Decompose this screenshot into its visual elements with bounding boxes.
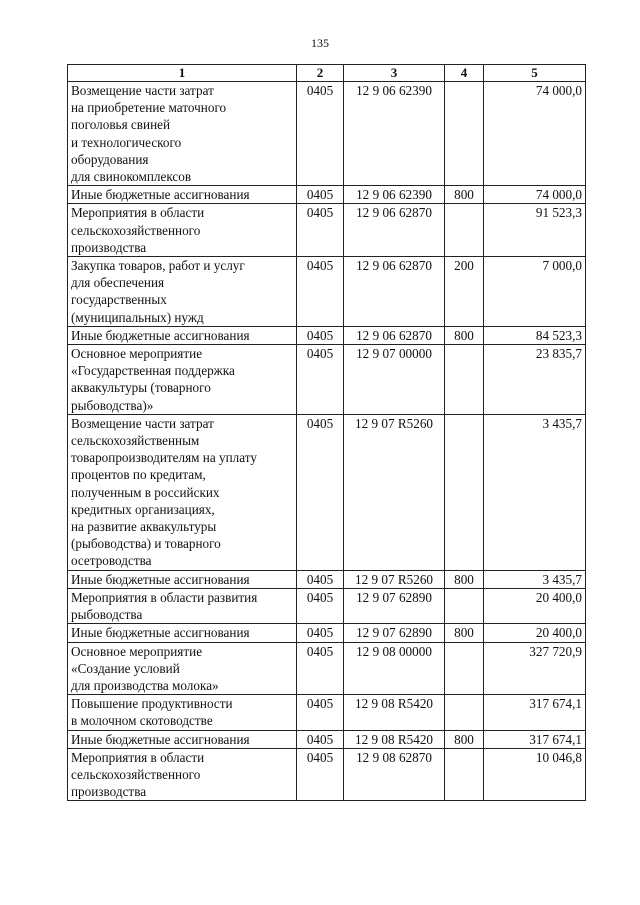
cell-code: 12 9 08 R5420 [344, 695, 445, 730]
table-row [68, 730, 586, 748]
cell-amount: 84 523,3 [484, 326, 586, 344]
cell-name: Мероприятия в области развития рыбоводства [68, 588, 297, 623]
cell-section: 0405 [297, 748, 344, 801]
cell-code: 12 9 07 R5260 [344, 414, 445, 570]
cell-name: Иные бюджетные ассигнования [68, 326, 297, 344]
cell-code: 12 9 07 62890 [344, 588, 445, 623]
cell-name: Иные бюджетные ассигнования [68, 570, 297, 588]
table-row [68, 82, 586, 186]
header-cell-section: 2 [297, 65, 344, 82]
table-body [68, 82, 586, 801]
cell-name: Иные бюджетные ассигнования [68, 624, 297, 642]
cell-code: 12 9 08 62870 [344, 748, 445, 801]
cell-section: 0405 [297, 82, 344, 186]
cell-section: 0405 [297, 326, 344, 344]
cell-amount: 317 674,1 [484, 695, 586, 730]
cell-name: Мероприятия в области сельскохозяйственного производства [68, 748, 297, 801]
page-number: 135 [311, 36, 329, 50]
cell-type [445, 82, 484, 186]
cell-type: 800 [445, 186, 484, 204]
table-row [68, 748, 586, 801]
cell-amount: 74 000,0 [484, 186, 586, 204]
table-row [68, 695, 586, 730]
cell-section: 0405 [297, 186, 344, 204]
cell-code: 12 9 07 00000 [344, 345, 445, 415]
cell-amount: 3 435,7 [484, 414, 586, 570]
cell-code: 12 9 06 62390 [344, 82, 445, 186]
cell-type [445, 588, 484, 623]
cell-name: Иные бюджетные ассигнования [68, 186, 297, 204]
cell-type: 200 [445, 257, 484, 327]
cell-type: 800 [445, 326, 484, 344]
cell-type [445, 345, 484, 415]
header-cell-type: 4 [445, 65, 484, 82]
table-row [68, 204, 586, 257]
cell-section: 0405 [297, 570, 344, 588]
cell-type [445, 748, 484, 801]
cell-type: 800 [445, 730, 484, 748]
header-cell-code: 3 [344, 65, 445, 82]
cell-section: 0405 [297, 588, 344, 623]
cell-section: 0405 [297, 414, 344, 570]
cell-name: Возмещение части затрат на приобретение маточного поголовья свиней и технологического оборудования для свинокомплексов [68, 82, 297, 186]
table-row [68, 588, 586, 623]
table-row [68, 570, 586, 588]
table-row [68, 257, 586, 327]
table-row [68, 624, 586, 642]
cell-amount: 23 835,7 [484, 345, 586, 415]
cell-type [445, 414, 484, 570]
cell-amount: 327 720,9 [484, 642, 586, 695]
table-row [68, 414, 586, 570]
cell-type: 800 [445, 624, 484, 642]
cell-section: 0405 [297, 695, 344, 730]
table-row [68, 642, 586, 695]
cell-name: Повышение продуктивности в молочном скотоводстве [68, 695, 297, 730]
cell-code: 12 9 06 62870 [344, 204, 445, 257]
cell-type [445, 695, 484, 730]
table-row [68, 345, 586, 415]
cell-code: 12 9 08 00000 [344, 642, 445, 695]
cell-section: 0405 [297, 624, 344, 642]
cell-amount: 7 000,0 [484, 257, 586, 327]
header-cell-amount: 5 [484, 65, 586, 82]
cell-section: 0405 [297, 642, 344, 695]
header-cell-name: 1 [68, 65, 297, 82]
cell-type [445, 204, 484, 257]
cell-name: Мероприятия в области сельскохозяйственного производства [68, 204, 297, 257]
cell-section: 0405 [297, 257, 344, 327]
cell-section: 0405 [297, 345, 344, 415]
table-row [68, 326, 586, 344]
cell-code: 12 9 07 R5260 [344, 570, 445, 588]
table-row [68, 186, 586, 204]
cell-amount: 20 400,0 [484, 588, 586, 623]
cell-name: Закупка товаров, работ и услуг для обеспечения государственных (муниципальных) нужд [68, 257, 297, 327]
cell-code: 12 9 06 62390 [344, 186, 445, 204]
cell-code: 12 9 06 62870 [344, 326, 445, 344]
cell-amount: 20 400,0 [484, 624, 586, 642]
cell-amount: 91 523,3 [484, 204, 586, 257]
cell-amount: 10 046,8 [484, 748, 586, 801]
cell-type [445, 642, 484, 695]
cell-code: 12 9 07 62890 [344, 624, 445, 642]
cell-amount: 317 674,1 [484, 730, 586, 748]
cell-code: 12 9 08 R5420 [344, 730, 445, 748]
cell-name: Основное мероприятие «Создание условий для производства молока» [68, 642, 297, 695]
cell-type: 800 [445, 570, 484, 588]
table-header-row [68, 65, 586, 82]
cell-amount: 74 000,0 [484, 82, 586, 186]
cell-section: 0405 [297, 204, 344, 257]
cell-code: 12 9 06 62870 [344, 257, 445, 327]
cell-name: Иные бюджетные ассигнования [68, 730, 297, 748]
cell-amount: 3 435,7 [484, 570, 586, 588]
cell-section: 0405 [297, 730, 344, 748]
cell-name: Основное мероприятие «Государственная поддержка аквакультуры (товарного рыбоводства)» [68, 345, 297, 415]
budget-table [67, 64, 586, 801]
cell-name: Возмещение части затрат сельскохозяйственным товаропроизводителям на уплату процентов по кредитам, полученным в российских кредитных организациях, на развитие аквакультуры (рыбоводства) и товарного осетроводства [68, 414, 297, 570]
